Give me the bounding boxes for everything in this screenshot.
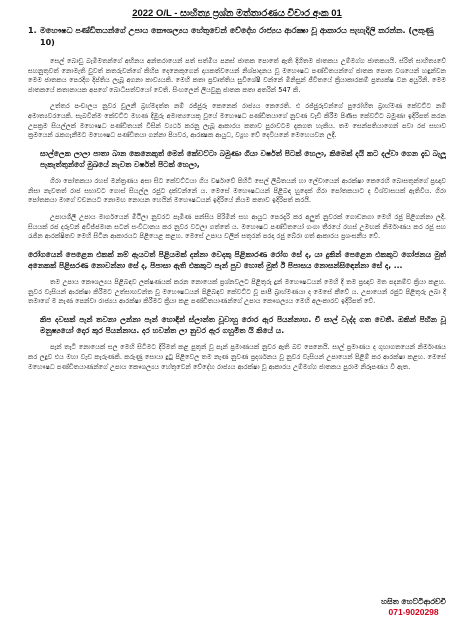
body-paragraph: උත්තර පංචාලය නුවර චූලනී බ්‍රහ්මදත්ත නම් රජ්ජුරු කෙනෙක් රාජ්‍යය කෙරෙති. එ රජ්ජුරුවන්ගේ පුරෝහිත බ්‍රාහ්මණ කේවට්ට නම් අමාත්‍යවරයෙකි. සැබවින්ම කේවට්ට මහණ දිඹුරු අමාත්‍යයෙකු වූයේ මහෞෂධ පණ්ඩිතයාගේ නුවණ වැඩි කිරීම පිණිස කේවට්ට බමුණා ඉදිරිපත් කරන උපක්‍රම සියල්ලක් මහෞෂධ පණ්ඩිතයන් විසින් ව්‍යර්ථ කරනු ලැබූ ආකාරය කතාව පුරාවටම දැකගත හැකිය. තම සෙන්පතියාගෙන් පවා රජ සභාව ක්‍රමයෙන් රැකගැනීමට මහෞෂධ පණ්ඩිතයා ගන්නා පියවර, ආරක්‍ෂක ආයුධ, ව්‍යූහ වේ දෙවියනේ මෙහෙයවන ලදී. (28, 102, 446, 140)
body-paragraph: උපායශීලී උපාය මාර්ගයෙන් මිථිලා නුවරට පැමිණ පන්සිය පිරිමින් සහ ආයුධ පෙරදැරි කර අලුත් නුවරක් ගොඩනගා මෙහි රජු පිළිගන්නා ලදී. සියයක් රජ දරුවන් අවිජ්ජමාන සටන් සංවිධානය කර නුවර වටලා ගත්තේ ය. මහෞෂධ පණ්ඩිතයෝ ගංගා තීරයේ රහස් උමඟක් නිර්මාණය කර රජු සහ රැජින ආරක්ෂිතව මෙහි සිටින ආකාරයට පිළියෙළ කළහ. මෙසේ උපාය වලින් සතුරන් පරදා රජු බේරා ගත් ආකාරය ප්‍රශංසනීය වේ. (28, 212, 446, 241)
quoted-passage: කිප දවසක් පැන් තවනා ලන්නා පැන් හොඳින් ස්ලාන්ත වූවාහු රොර ඇර පියන්නාහ. චී සාල් වැද්ද ගත වෙතී. ඔකින් පිහින වූ මනුෂ්‍යයෝ දොර කුර පියන්නාය. දර හවන්ත ලා නුවර ඇර ගහුමිත යි කියේ ය. (40, 314, 446, 336)
body-paragraph: සෙල් බොඩු බැමිමතන්ගේ අභිනය අන්තරායෙන් පත් සත්මිය පනස් ජාතක පොතේ ඇති දිගිතම ජාතකය උම්මග්ග ජාතකයයි. ස්රිත් සාහිත්‍යවේ සහනුතුවත් නොමැති වුවත් කතරුවන්ගේ කිහිප දෙනෙකුගෙන් දායකත්වයෙන් නිශ්පාදනය වූ මහෞෂධ පණ්ඩිතයන්ගේ ජාතක පොත වශයෙන් හඳුන්වන මෙම ජාතකය පෙරදිග දිප්තිය ලැබූ අගනා කාව්‍යයකි. මෙහි කතා ප්‍රවෘත්තිය සුවිශේෂී වන්නේ මිනිසුන් ජීවිතයේ ක්‍රියාකාරකම් ප්‍රත්‍යක්ෂ වන අයුරිනි. මෙම ජාතකයේ කතානායක අපගේ බොධිසත්වයෝ වෙති. සිංහලෙන් ලියවුනු ජාතක කතා අතරින් 547 කි. (28, 57, 446, 94)
question-text: මහෞෂධ පණ්ඩිතයන්ගේ උපාය කෞශල්‍යය හේතුවෙන් වේදේහ රාජ්‍යය ආරක්‍ෂා වූ ආකාරය පැහැදිලි කරන්න. (ලකුණු 10) (40, 26, 434, 47)
body-paragraph: ගිරා පෝතකයා රහස් මන්ත්‍රණය අසා සිට කේවට්ටයා ගිය වර්ෂාවේ පිහිටි සෙල් ලිඛිතයන් හා ලේවායෙන් ආරක්ෂා කෙරෙහි බොසතුන්ගේ ප්‍රඥාව නිසා නැවතත් රාජ සභාවට ගොස් සියල්ල රජුට දක්වන්නේ ය. මෙසේ මහෞෂධයන් පිළිබඳ හුදෙක් ගිරා පෝතකයාට ද විශ්වාසයක් ඇතිවිය. ගිරා පෝතකයා මාගේ වචනයට නොමඟ නොයන හෙයින් මහෞෂධයන් ඉදිරියේ නියම කතාව ඉදිරිපත් කරයි. (28, 177, 446, 205)
signature-block (381, 596, 446, 618)
document-title: 2022 O/L - සාහිත්‍ය ප්‍රශ්න මත්තාරණය විචාර අංක 01 (132, 8, 342, 19)
author-phone: 071-9020298 (388, 607, 439, 617)
question-number: 1. (28, 26, 37, 35)
quoted-passage: රෝගයෙන් පෙළෙන එකක් නම් ඇයටත් පිළියමක් දන්නා වෙදකු පිළිකාරණ රෝග සේ ද, යා දුකින් පෙළෙන එකකුට ගෝජනය මුත් අනෙකක් පිළිසරණ නොවන්නා සේ ද, පිපාසා ඇති එකකුට පැන් පුව හොත් මුත් ඊ පිපාසය නොසන්සිඳෙන්නා සේ ද, ... (28, 249, 446, 270)
quoted-passage: සාල්ලෙක ලාලා පාතා බාන කෙනෙකුත් මෙන් කේවට්ටා බමුණා ගියා වර්ෂත් පිටක් හෙලා, කිමෙක් දයි කට දල්වා ගෙන දැඩ බැලූ පැකැත්තුන්ගේ මුඛයේ නැවත වර්ෂත් පිටක් හෙලා, (40, 148, 446, 169)
question-block (28, 25, 446, 49)
body-paragraph: පැන් තැටි නොයෙක් සල මෙහි සිටීමට දිරිමත් කළ පුතුන් වූ පැන් ප්‍රමාණයක් නුවර ඇති බව පෙනෙයි. සාල් ප්‍රමාණය ද ගුහාගතයෙන් නිර්මාණය කර ලදුව එය මහා වැඩ කැරුණකි. කරුණු සොයා දුටු පිළිවෙල තම නැණ නුවණ ප්‍රදර්ශනය වූ නුවර වැසියන් උපායෙන් පිළිම් කර ආරක්ෂා කළහ. මෙසේ මහෞෂධ පණ්ඩිතයාණන්ගේ උපාය කෞශල්‍යය හේතුවෙන් වේදේහ රාජ්‍යය ආරක්ෂා වූ ආකාරය උම්මග්ග ජාතකය පුරාම නිරූපණය වී ඇත. (28, 343, 446, 371)
body-paragraph: තම උපාය කෞශල්‍යය පිළිබඳව ලක්ෂණයක් කරන නොයෙක් ප්‍රශ්නවලට පිළිතුරු දුන් මහෞෂධයන් මෙහි දී තම ප්‍රඥාව මත පදනම්ව ක්‍රියා කළහ. නුවර වැසියන් ආරක්ෂා කිරීමට උත්සාහවන්ත වූ මහෞෂධයන් පිළිබඳව කේවට්ට වූ පාපී බ්‍රාහ්මණයා ද මෙසේ කීවේ ය. උපායෙන් රජුට පිළිතුරු ලබා දී තමාගේ ම නැණ පෙන්වා රාජ්‍යය ආරක්ෂා කිරීමට ක්‍රියා කළ පණ්ඩිතයාණන්ගේ උපාය කෞශල්‍යය මෙහි අලංකාරව ඉදිරිපත් වේ. (28, 278, 446, 306)
author-name: හසිත හෙට්ටිආරච්චි (381, 597, 446, 606)
